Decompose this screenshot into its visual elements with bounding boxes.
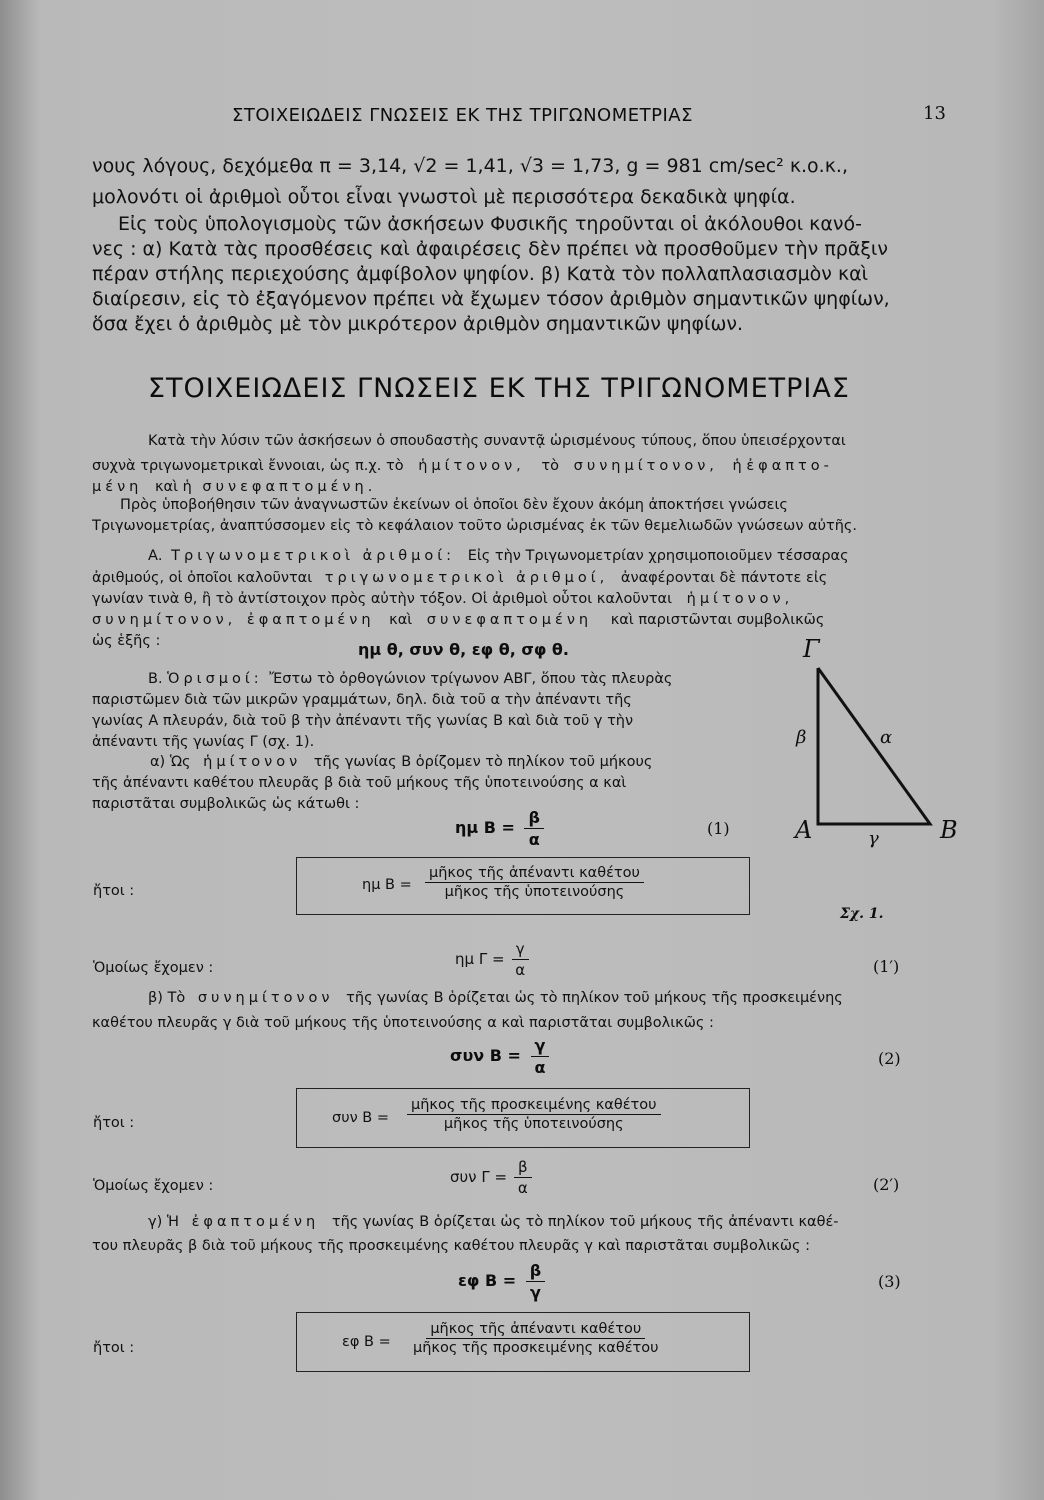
text: γωνίαν τινὰ θ, ἢ τὸ ἀντίστοιχον πρὸς αὐτὴν τόξον. Οἱ ἀριθμοὶ οὗτοι καλοῦνται [92, 591, 673, 607]
equation-number: (2) [878, 1049, 901, 1068]
fraction-body [407, 1097, 661, 1132]
term-trig-numbers: τριγωνομετρικοὶ ἀριθμοί, [324, 570, 609, 586]
text: καὶ ἡ [154, 479, 192, 495]
formula-box-2 [296, 1088, 750, 1148]
triangle-shape [818, 668, 930, 824]
text: β) Τὸ [148, 990, 186, 1006]
sectionA-line [92, 591, 793, 607]
fraction [511, 940, 529, 979]
intro-line: ὅσα ἔχει ὁ ἀριθμὸς μὲ τὸν μικρότερον ἀριθμὸν σημαντικῶν ψηφίων. [92, 313, 744, 335]
numerator: γ [531, 1036, 550, 1057]
def-b-line: καθέτου πλευρᾶς γ διὰ τοῦ μήκους τῆς ὑποτεινούσης α καὶ παριστᾶται συμβολικῶς : [92, 1015, 714, 1031]
sectionA-line [92, 612, 824, 628]
box-prefix: ἤτοι : [93, 883, 135, 899]
formula-lhs: εφ Β = [342, 1334, 391, 1350]
sectionB-line [148, 671, 672, 687]
vertex-label-alpha: Α [795, 816, 813, 844]
formula-lhs: συν Γ = [450, 1168, 508, 1186]
equation-number: (2′) [873, 1175, 900, 1194]
term-sine: ἡμίτονον [203, 754, 302, 770]
numerator: μῆκος τῆς ἀπέναντι καθέτου [425, 865, 644, 883]
formula-2 [450, 1036, 549, 1077]
def-c-line [148, 1214, 839, 1230]
equation-number: (1) [707, 819, 730, 838]
numerator: γ [512, 940, 529, 960]
text: τῆς γωνίας Β ὁρίζεται ὡς τὸ πηλίκον τοῦ μήκους τῆς προσκειμένης [346, 990, 843, 1006]
side-label-alpha: α [880, 727, 893, 748]
formula-lhs: ημ Β = [455, 818, 515, 837]
para1-line [92, 458, 833, 474]
formula-3 [458, 1261, 545, 1302]
formula-prefix: Ὁμοίως ἔχομεν : [93, 960, 214, 976]
formula-box-1 [296, 857, 750, 915]
intro-line: διαίρεσιν, εἰς τὸ ἐξαγόμενον πρέπει νὰ ἔχωμεν τόσον ἀριθμὸν σημαντικῶν ψηφίων, [92, 288, 890, 310]
denominator: μῆκος τῆς ὑποτεινούσης [444, 884, 625, 900]
side-label-beta: β [796, 727, 807, 748]
formula-1-prime [455, 940, 529, 979]
fraction [530, 1036, 549, 1077]
text: Ἔστω τὸ ὀρθογώνιον τρίγωνον ΑΒΓ, ὅπου τὰς πλευρὰς [269, 671, 673, 687]
sectionB-line: παριστῶμεν διὰ τῶν μικρῶν γραμμάτων, δηλ. διὰ τοῦ α τὴν ἀπέναντι τῆς [92, 692, 632, 708]
formula-lhs: εφ Β = [458, 1271, 517, 1290]
denominator: μῆκος τῆς ὑποτεινούσης [443, 1116, 624, 1132]
fraction [514, 1158, 532, 1197]
fraction [425, 865, 644, 900]
equation-number: (3) [878, 1272, 901, 1291]
denominator: α [515, 961, 526, 979]
denominator: μῆκος τῆς προσκειμένης καθέτου [413, 1340, 659, 1356]
figure-caption: Σχ. 1. [840, 906, 884, 922]
intro-line: νες : α) Κατὰ τὰς προσθέσεις καὶ ἀφαιρέσεις δὲν πρέπει νὰ προσθοῦμεν τὴν πρᾶξιν [92, 238, 888, 260]
sectionB-line: γωνίας Α πλευράν, διὰ τοῦ β τὴν ἀπέναντι τῆς γωνίας Β καὶ διὰ τοῦ γ τὴν [92, 713, 634, 729]
term-tangent-end: μένη [92, 479, 143, 495]
text: καὶ παριστῶνται συμβολικῶς [610, 612, 825, 628]
running-header: ΣΤΟΙΧΕΙΩΔΕΙΣ ΓΝΩΣΕΙΣ ΕΚ ΤΗΣ ΤΡΙΓΩΝΟΜΕΤΡΙΑΣ [232, 105, 693, 126]
intro-line: νους λόγους, δεχόμεθα π = 3,14, √2 = 1,41, √3 = 1,73, g = 981 cm/sec² κ.ο.κ., [92, 155, 848, 177]
term-cotangent: συνεφαπτομένη. [202, 479, 377, 495]
text: ἡ [732, 458, 742, 474]
text: ἀναφέρονται δὲ πάντοτε εἰς [620, 570, 828, 586]
page-number: 13 [923, 103, 946, 124]
term-sine: ἡμίτονον, [418, 458, 525, 474]
numerator: β [526, 1261, 545, 1282]
numerator: μῆκος τῆς προσκειμένης καθέτου [407, 1097, 661, 1115]
para1-line [92, 479, 376, 495]
section-label: Β. [148, 671, 163, 687]
text: τὸ [541, 458, 560, 474]
fraction [407, 1097, 661, 1132]
denominator: α [528, 830, 540, 849]
intro-line: μολονότι οἱ ἀριθμοὶ οὗτοι εἶναι γνωστοὶ μὲ περισσότερα δεκαδικὰ ψηφία. [92, 186, 796, 208]
formula-lhs: ημ Β = [362, 877, 412, 893]
formula-lhs: ημ Γ = [455, 950, 505, 968]
term-sine: ἡμίτονον, [686, 591, 794, 607]
para2-line: Πρὸς ὑποβοήθησιν τῶν ἀναγνωστῶν ἐκείνων οἱ ὁποῖοι δὲν ἔχουν ἀκόμη ἀποκτήσει γνώσεις [120, 497, 788, 513]
term-cosine: συνημίτονον [197, 990, 334, 1006]
text: α) Ὡς [150, 754, 191, 770]
section-heading: Τριγωνομετρικοὶ ἀριθμοί: [171, 548, 456, 564]
fraction [526, 1261, 545, 1302]
sectionA-line [92, 570, 827, 586]
box-prefix: ἤτοι : [93, 1115, 135, 1131]
formula-box-3 [296, 1312, 750, 1372]
text: τῆς γωνίας Β ὁρίζεται ὡς τὸ πηλίκον τοῦ μήκους τῆς ἀπέναντι καθέ- [331, 1214, 839, 1230]
text: καὶ [389, 612, 413, 628]
def-a-line: τῆς ἀπέναντι καθέτου πλευρᾶς β διὰ τοῦ μήκους τῆς ὑποτεινούσης α καὶ [92, 775, 627, 791]
trig-symbols: ημ θ, συν θ, εφ θ, σφ θ. [358, 640, 569, 659]
text: ἀριθμούς, οἱ ὁποῖοι καλοῦνται [92, 570, 313, 586]
def-b-line [148, 990, 843, 1006]
sectionB-line: ἀπέναντι τῆς γωνίας Γ (σχ. 1). [92, 734, 315, 750]
denominator: γ [530, 1283, 541, 1302]
denominator: α [534, 1058, 546, 1077]
equation-number: (1′) [873, 957, 900, 976]
def-a-line [150, 754, 652, 770]
text: γ) Ἡ [148, 1214, 179, 1230]
formula-lhs: συν Β = [332, 1110, 389, 1126]
text: συχνὰ τριγωνομετρικαὶ ἔννοιαι, ὡς π.χ. τὸ [92, 458, 404, 474]
formula-1 [455, 808, 544, 849]
numerator: β [514, 1158, 532, 1178]
term-cotangent: συνεφαπτομένη [426, 612, 593, 628]
term-cosine: συνημίτονον, [92, 612, 237, 628]
fraction-body [425, 865, 644, 900]
fraction [524, 808, 543, 849]
def-c-line: του πλευρᾶς β διὰ τοῦ μήκους τῆς προσκειμένης καθέτου πλευρᾶς γ καὶ παριστᾶται συμβολικῶς : [92, 1238, 810, 1254]
para1-line: Κατὰ τὴν λύσιν τῶν ἀσκήσεων ὁ σπουδαστὴς συναντᾷ ὡρισμένους τύπους, ὅπου ὑπεισέρχονται [148, 433, 846, 449]
sectionA-line [148, 548, 849, 564]
formula-lhs: συν Β = [450, 1046, 521, 1065]
def-a-line: παριστᾶται συμβολικῶς ὡς κάτωθι : [92, 796, 360, 812]
intro-line: Εἰς τοὺς ὑπολογισμοὺς τῶν ἀσκήσεων Φυσικῆς τηροῦνται οἱ ἀκόλουθοι κανό- [118, 213, 862, 235]
sectionA-line: ὡς ἑξῆς : [92, 633, 161, 649]
term-tangent: ἐφαπτομένη [246, 612, 375, 628]
numerator: μῆκος τῆς ἀπέναντι καθέτου [426, 1321, 645, 1339]
denominator: α [517, 1179, 528, 1197]
vertex-label-beta: Β [940, 816, 958, 844]
section-title: ΣΤΟΙΧΕΙΩΔΕΙΣ ΓΝΩΣΕΙΣ ΕΚ ΤΗΣ ΤΡΙΓΩΝΟΜΕΤΡΙΑΣ [148, 373, 850, 404]
term-tangent: ἐφαπτο- [746, 458, 833, 474]
vertex-label-gamma: Γ [803, 635, 820, 663]
box-prefix: ἤτοι : [93, 1340, 135, 1356]
section-label: Α. [148, 548, 163, 564]
term-tangent: ἐφαπτομένη [191, 1214, 320, 1230]
numerator: β [524, 808, 543, 829]
fraction [409, 1321, 663, 1356]
fraction-body [409, 1321, 663, 1356]
text: Εἰς τὴν Τριγωνομετρίαν χρησιμοποιοῦμεν τέσσαρας [467, 548, 849, 564]
para2-line: Τριγωνομετρίας, ἀναπτύσσομεν εἰς τὸ κεφάλαιον τοῦτο ὡρισμένας ἐκ τῶν θεμελιωδῶν γνώσεων αὐτῆς. [92, 518, 858, 534]
term-cosine: συνημίτονον, [573, 458, 718, 474]
section-heading: Ὁρισμοί: [167, 671, 263, 687]
text: τῆς γωνίας Β ὁρίζομεν τὸ πηλίκον τοῦ μήκους [313, 754, 653, 770]
side-label-gamma: γ [868, 828, 879, 849]
formula-prefix: Ὁμοίως ἔχομεν : [93, 1178, 214, 1194]
formula-2-prime [450, 1158, 532, 1197]
intro-line: πέραν στήλης περιεχούσης ἀμφίβολον ψηφίον. β) Κατὰ τὸν πολλαπλασιασμὸν καὶ [92, 263, 869, 285]
